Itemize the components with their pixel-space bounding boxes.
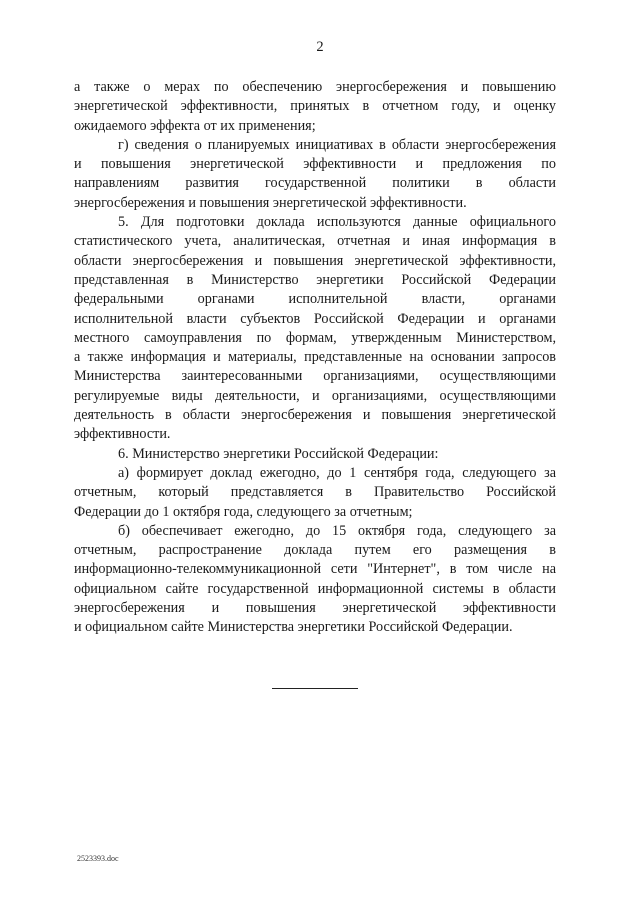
text-line: направлениям развития государственной политики в области — [74, 175, 556, 192]
text-line: а также о мерах по обеспечению энергосбережения и повышению — [74, 79, 556, 95]
text-line: энергосбережения и повышения энергетической эффективности — [74, 600, 556, 617]
text-line: информационно-телекоммуникационной сети "Интернет", в том числе на — [74, 561, 556, 578]
text-line: Министерства заинтересованными организациями, осуществляющими — [74, 368, 556, 385]
text-line: ожидаемого эффекта от их применения; — [74, 117, 316, 134]
text-line: энергетической эффективности, принятых в отчетном году, и оценку — [74, 98, 556, 115]
text-line: федеральными органами исполнительной власти, органами — [74, 291, 556, 308]
paragraph-section-5 — [74, 213, 556, 445]
text-line: 5. Для подготовки доклада используются данные официального — [118, 214, 556, 231]
text-line: и официальном сайте Министерства энергетики Российской Федерации. — [74, 619, 513, 636]
text-line: исполнительной власти субъектов Российской Федерации и органами — [74, 310, 556, 327]
text-line: области энергосбережения и повышения энергетической эффективности, — [74, 252, 556, 269]
text-line: отчетным, который представляется в Правительство Российской — [74, 484, 556, 501]
text-line: отчетным, распространение доклада путем его размещения в — [74, 542, 556, 559]
text-line: официальном сайте государственной информационной системы в области — [74, 580, 556, 597]
end-of-text-divider — [272, 688, 358, 689]
text-line: и повышения энергетической эффективности и предложения по — [74, 156, 556, 173]
document-body — [74, 78, 556, 638]
text-line: а также информация и материалы, представленные на основании запросов — [74, 349, 556, 366]
text-line: деятельность в области энергосбережения и повышения энергетической — [74, 407, 556, 424]
text-line: а) формирует доклад ежегодно, до 1 сентября года, следующего за — [118, 464, 556, 481]
text-line: энергосбережения и повышения энергетической эффективности. — [74, 194, 467, 211]
text-line: статистического учета, аналитическая, отчетная и иная информация в — [74, 233, 556, 250]
paragraph-continuation — [74, 78, 556, 136]
text-line: представленная в Министерство энергетики Российской Федерации — [74, 271, 556, 288]
paragraph-item-6b — [74, 522, 556, 638]
text-line: г) сведения о планируемых инициативах в области энергосбережения — [118, 136, 556, 153]
text-line: 6. Министерство энергетики Российской Федерации: — [118, 445, 439, 462]
text-line: регулируемые виды деятельности, и организациями, осуществляющими — [74, 387, 556, 404]
paragraph-item-6a — [74, 464, 556, 522]
footer-filename: 2523393.doc — [77, 854, 119, 863]
text-line: Федерации до 1 октября года, следующего за отчетным; — [74, 503, 413, 520]
text-line: б) обеспечивает ежегодно, до 15 октября года, следующего за — [118, 522, 556, 539]
text-line: эффективности. — [74, 426, 171, 443]
page-number: 2 — [316, 39, 324, 55]
paragraph-item-g — [74, 136, 556, 213]
paragraph-section-6 — [74, 445, 556, 464]
text-line: местного самоуправления по формам, утвержденным Министерством, — [74, 329, 556, 346]
